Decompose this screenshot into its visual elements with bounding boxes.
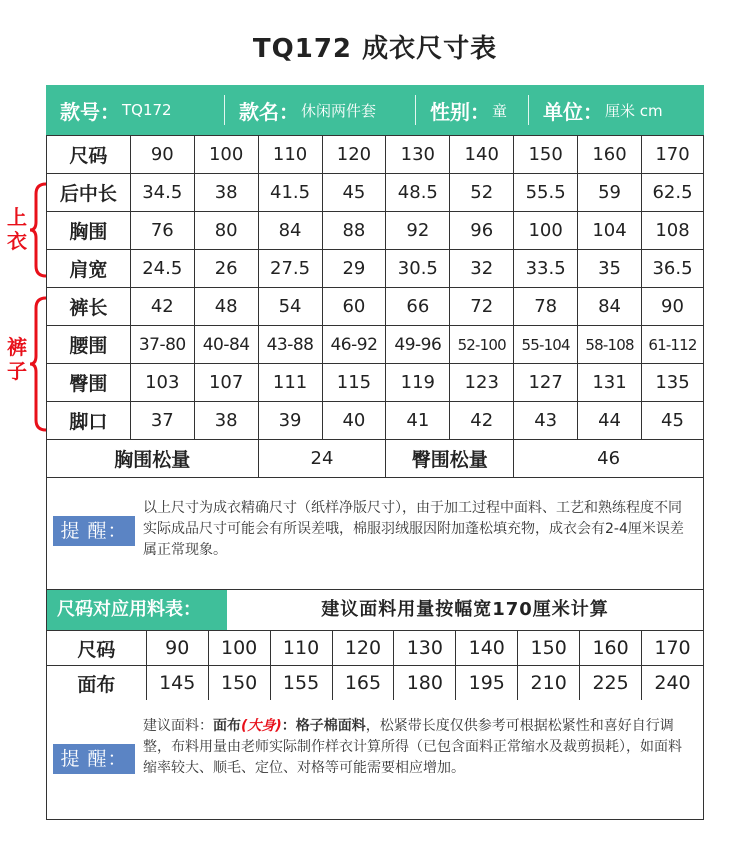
- measurement-cell: 104: [578, 212, 642, 250]
- measurement-cell: 27.5: [258, 250, 322, 288]
- measurement-cell: 115: [322, 364, 386, 402]
- fabric-size-cell: 150: [518, 631, 580, 666]
- measurement-cell: 40: [322, 402, 386, 440]
- reminder2-material: 格子棉面料: [295, 718, 366, 734]
- fabric-size-cell: 100: [208, 631, 270, 666]
- size-header-label: 尺码: [47, 136, 131, 174]
- reminder-text-1: 以上尺寸为成衣精确尺寸（纸样净版尺寸），由于加工过程中面料、工艺和熟练程度不同实际成品尺寸可能会有所误差哦，棉服羽绒服因附加蓬松填充物，成衣会有2-4厘米误差属正常现象。: [143, 500, 684, 558]
- ease-row: [47, 440, 704, 478]
- measurement-row: [47, 288, 704, 326]
- hip-ease-label: 臀围松量: [386, 440, 514, 478]
- measurement-cell: 96: [450, 212, 514, 250]
- fabric-header-row: [47, 631, 704, 666]
- measurement-cell: 43: [514, 402, 578, 440]
- style-name: [225, 85, 415, 135]
- reminder2-prefix: 建议面料：: [143, 718, 213, 734]
- reminder-box-2: [46, 700, 704, 820]
- gender-label: 性别：: [430, 99, 490, 124]
- measurement-cell: 40-84: [194, 326, 258, 364]
- measurement-cell: 108: [642, 212, 704, 250]
- fabric-size-cell: 120: [332, 631, 394, 666]
- fabric-row-label: 面布: [47, 666, 147, 701]
- chest-ease-label: 胸围松量: [47, 440, 259, 478]
- measurement-cell: 42: [130, 288, 194, 326]
- fabric-table: [46, 630, 704, 701]
- measurement-cell: 127: [514, 364, 578, 402]
- style-no-value: TQ172: [122, 101, 172, 119]
- header-bar: [46, 85, 704, 135]
- gender: [416, 85, 528, 135]
- measurement-cell: 78: [514, 288, 578, 326]
- fabric-size-cell: 170: [642, 631, 704, 666]
- measurement-cell: 39: [258, 402, 322, 440]
- measurement-label: 裤长: [47, 288, 131, 326]
- fabric-value-cell: 225: [580, 666, 642, 701]
- measurement-cell: 111: [258, 364, 322, 402]
- measurement-row: [47, 212, 704, 250]
- measurement-cell: 37-80: [130, 326, 194, 364]
- measurement-row: [47, 326, 704, 364]
- reminder2-rest: ，松紧带长度仅供参考可根据松紧性和喜好自行调整，布料用量由老师实际制作样衣计算所得（已包含面料正常缩水及裁剪损耗），如面料缩率较大、顺毛、定位、对格等可能需要相应增加。: [143, 718, 682, 776]
- side-label-top: [6, 205, 28, 253]
- measurement-cell: 135: [642, 364, 704, 402]
- measurement-label: 肩宽: [47, 250, 131, 288]
- style-name-label: 款名：: [239, 99, 299, 124]
- fabric-value-cell: 195: [456, 666, 518, 701]
- measurement-label: 胸围: [47, 212, 131, 250]
- side-label-bottom: [6, 335, 28, 383]
- measurement-cell: 92: [386, 212, 450, 250]
- measurement-cell: 88: [322, 212, 386, 250]
- measurement-cell: 45: [322, 174, 386, 212]
- size-cell: 170: [642, 136, 704, 174]
- size-cell: 140: [450, 136, 514, 174]
- side-label-top-text: 上衣: [7, 205, 27, 253]
- page-title: TQ172 成衣尺寸表: [252, 34, 498, 64]
- measurement-cell: 60: [322, 288, 386, 326]
- fabric-size-cell: 90: [146, 631, 208, 666]
- fabric-header-label: 尺码: [47, 631, 147, 666]
- measurement-cell: 66: [386, 288, 450, 326]
- measurement-cell: 84: [258, 212, 322, 250]
- measurement-cell: 38: [194, 402, 258, 440]
- style-name-value: 休闲两件套: [301, 101, 377, 120]
- measurement-cell: 37: [130, 402, 194, 440]
- measurement-cell: 35: [578, 250, 642, 288]
- measurement-cell: 62.5: [642, 174, 704, 212]
- chest-ease-value: 24: [258, 440, 386, 478]
- measurement-cell: 90: [642, 288, 704, 326]
- fabric-value-cell: 165: [332, 666, 394, 701]
- reminder2-fabric-name: 面布: [213, 718, 241, 734]
- fabric-value-cell: 145: [146, 666, 208, 701]
- measurement-cell: 44: [578, 402, 642, 440]
- style-no: [46, 85, 206, 135]
- reminder2-fabric-part: (大身): [241, 718, 282, 734]
- style-no-label: 款号：: [60, 99, 120, 124]
- measurement-cell: 76: [130, 212, 194, 250]
- fabric-value-row: [47, 666, 704, 701]
- unit: [529, 85, 663, 135]
- measurement-label: 后中长: [47, 174, 131, 212]
- measurement-cell: 38: [194, 174, 258, 212]
- fabric-value-cell: 155: [270, 666, 332, 701]
- measurement-label: 脚口: [47, 402, 131, 440]
- measurement-cell: 52-100: [450, 326, 514, 364]
- measurement-cell: 29: [322, 250, 386, 288]
- size-cell: 160: [578, 136, 642, 174]
- measurement-cell: 131: [578, 364, 642, 402]
- measurement-label: 臀围: [47, 364, 131, 402]
- fabric-section-title: 尺码对应用料表：: [47, 590, 227, 630]
- fabric-section-subtitle: 建议面料用量按幅宽170厘米计算: [321, 599, 609, 620]
- measurement-cell: 55-104: [514, 326, 578, 364]
- measurement-cell: 43-88: [258, 326, 322, 364]
- fabric-size-cell: 140: [456, 631, 518, 666]
- measurement-cell: 26: [194, 250, 258, 288]
- measurement-cell: 41: [386, 402, 450, 440]
- hip-ease-value: 46: [514, 440, 704, 478]
- measurement-cell: 72: [450, 288, 514, 326]
- fabric-size-cell: 130: [394, 631, 456, 666]
- measurement-row: [47, 364, 704, 402]
- measurement-cell: 32: [450, 250, 514, 288]
- fabric-value-cell: 150: [208, 666, 270, 701]
- measurement-cell: 103: [130, 364, 194, 402]
- size-cell: 150: [514, 136, 578, 174]
- measurement-cell: 55.5: [514, 174, 578, 212]
- measurement-cell: 107: [194, 364, 258, 402]
- measurement-cell: 46-92: [322, 326, 386, 364]
- unit-value: 厘米 cm: [605, 101, 663, 120]
- measurement-cell: 34.5: [130, 174, 194, 212]
- unit-label: 单位：: [543, 99, 603, 124]
- measurement-cell: 123: [450, 364, 514, 402]
- reminder-box-1: [46, 478, 704, 590]
- measurement-cell: 42: [450, 402, 514, 440]
- fabric-size-cell: 160: [580, 631, 642, 666]
- side-label-bottom-text: 裤子: [7, 335, 27, 383]
- measurement-cell: 84: [578, 288, 642, 326]
- size-cell: 100: [194, 136, 258, 174]
- measurement-cell: 41.5: [258, 174, 322, 212]
- size-cell: 110: [258, 136, 322, 174]
- size-cell: 130: [386, 136, 450, 174]
- size-table: [46, 135, 704, 478]
- measurement-cell: 119: [386, 364, 450, 402]
- measurement-cell: 54: [258, 288, 322, 326]
- measurement-cell: 52: [450, 174, 514, 212]
- measurement-cell: 24.5: [130, 250, 194, 288]
- measurement-cell: 49-96: [386, 326, 450, 364]
- measurement-label: 腰围: [47, 326, 131, 364]
- measurement-cell: 33.5: [514, 250, 578, 288]
- measurement-cell: 100: [514, 212, 578, 250]
- measurement-cell: 61-112: [642, 326, 704, 364]
- measurement-cell: 36.5: [642, 250, 704, 288]
- measurement-cell: 45: [642, 402, 704, 440]
- reminder-button-2[interactable]: 提 醒：: [53, 744, 135, 774]
- measurement-cell: 80: [194, 212, 258, 250]
- fabric-size-cell: 110: [270, 631, 332, 666]
- measurement-cell: 58-108: [578, 326, 642, 364]
- size-cell: 120: [322, 136, 386, 174]
- fabric-value-cell: 210: [518, 666, 580, 701]
- measurement-row: [47, 174, 704, 212]
- measurement-cell: 48.5: [386, 174, 450, 212]
- reminder2-colon: ：: [281, 718, 296, 734]
- reminder-button-1[interactable]: 提 醒：: [53, 516, 135, 546]
- reminder-text-2: [143, 716, 695, 779]
- fabric-section-bar: [46, 590, 704, 630]
- fabric-value-cell: 180: [394, 666, 456, 701]
- measurement-row: [47, 250, 704, 288]
- size-header-row: [47, 136, 704, 174]
- gender-value: 童: [492, 101, 508, 120]
- measurement-cell: 59: [578, 174, 642, 212]
- size-cell: 90: [130, 136, 194, 174]
- measurement-row: [47, 402, 704, 440]
- measurement-cell: 30.5: [386, 250, 450, 288]
- fabric-value-cell: 240: [642, 666, 704, 701]
- measurement-cell: 48: [194, 288, 258, 326]
